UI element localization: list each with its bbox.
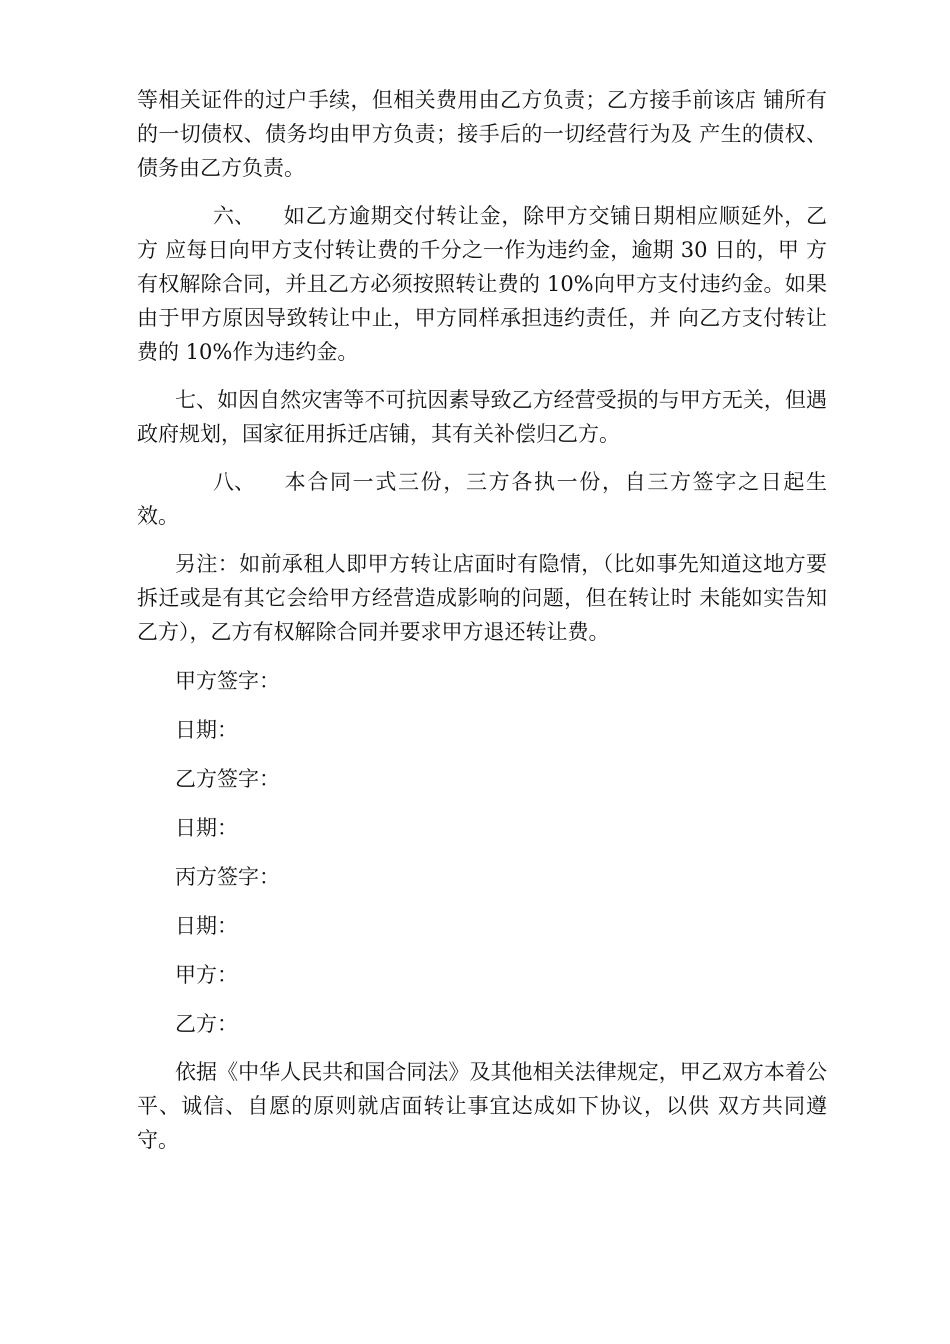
signature-party-c-label: 丙方签字：: [175, 865, 280, 889]
signature-party-a-label: 甲方签字：: [175, 669, 280, 693]
clause-6: [137, 199, 827, 369]
party-a-label: 甲方：: [175, 963, 238, 987]
note-paragraph: 另注：如前承租人即甲方转让店面时有隐情，（比如事先知道这地方要拆迁或是有其它会给甲方经营造成影响的问题，但在转让时 未能如实告知乙方），乙方有权解除合同并要求甲方退还转让费。: [137, 552, 827, 644]
signature-party-c-date-label: 日期：: [175, 914, 238, 938]
clause-6-number: 六、: [213, 204, 255, 228]
signature-party-a-date-label: 日期：: [175, 718, 238, 742]
clause-8-number: 八、: [213, 470, 255, 494]
signature-party-b-date-label: 日期：: [175, 816, 238, 840]
clause-8-text: 本合同一式三份，三方各执一份，自三方签字之日起生效。: [137, 470, 827, 528]
signature-party-b-label: 乙方签字：: [175, 767, 280, 791]
closing-paragraph: 依据《中华人民共和国合同法》及其他相关法律规定，甲乙双方本着公平、诚信、自愿的原则就店面转让事宜达成如下协议，以供 双方共同遵守。: [137, 1060, 827, 1152]
clause-7: 七、如因自然灾害等不可抗因素导致乙方经营受损的与甲方无关，但遇政府规划，国家征用拆迁店铺，其有关补偿归乙方。: [137, 388, 827, 446]
clause-6-text: 如乙方逾期交付转让金，除甲方交铺日期相应顺延外，乙方 应每日向甲方支付转让费的千分之一作为违约金，逾期 30 日的，甲 方有权解除合同，并且乙方必须按照转让费的 10%向甲方支付违约金。如果由于甲方原因导致转让中止，甲方同样承担违约责任，并 向乙方支付转让费的 10%作为违约金。: [137, 204, 827, 364]
document-body: [137, 83, 827, 1157]
party-b-label: 乙方：: [175, 1012, 238, 1036]
paragraph-continuation: 等相关证件的过户手续，但相关费用由乙方负责；乙方接手前该店 铺所有的一切债权、债务均由甲方负责；接手后的一切经营行为及 产生的债权、债务由乙方负责。: [137, 88, 827, 180]
clause-8: [137, 465, 827, 533]
